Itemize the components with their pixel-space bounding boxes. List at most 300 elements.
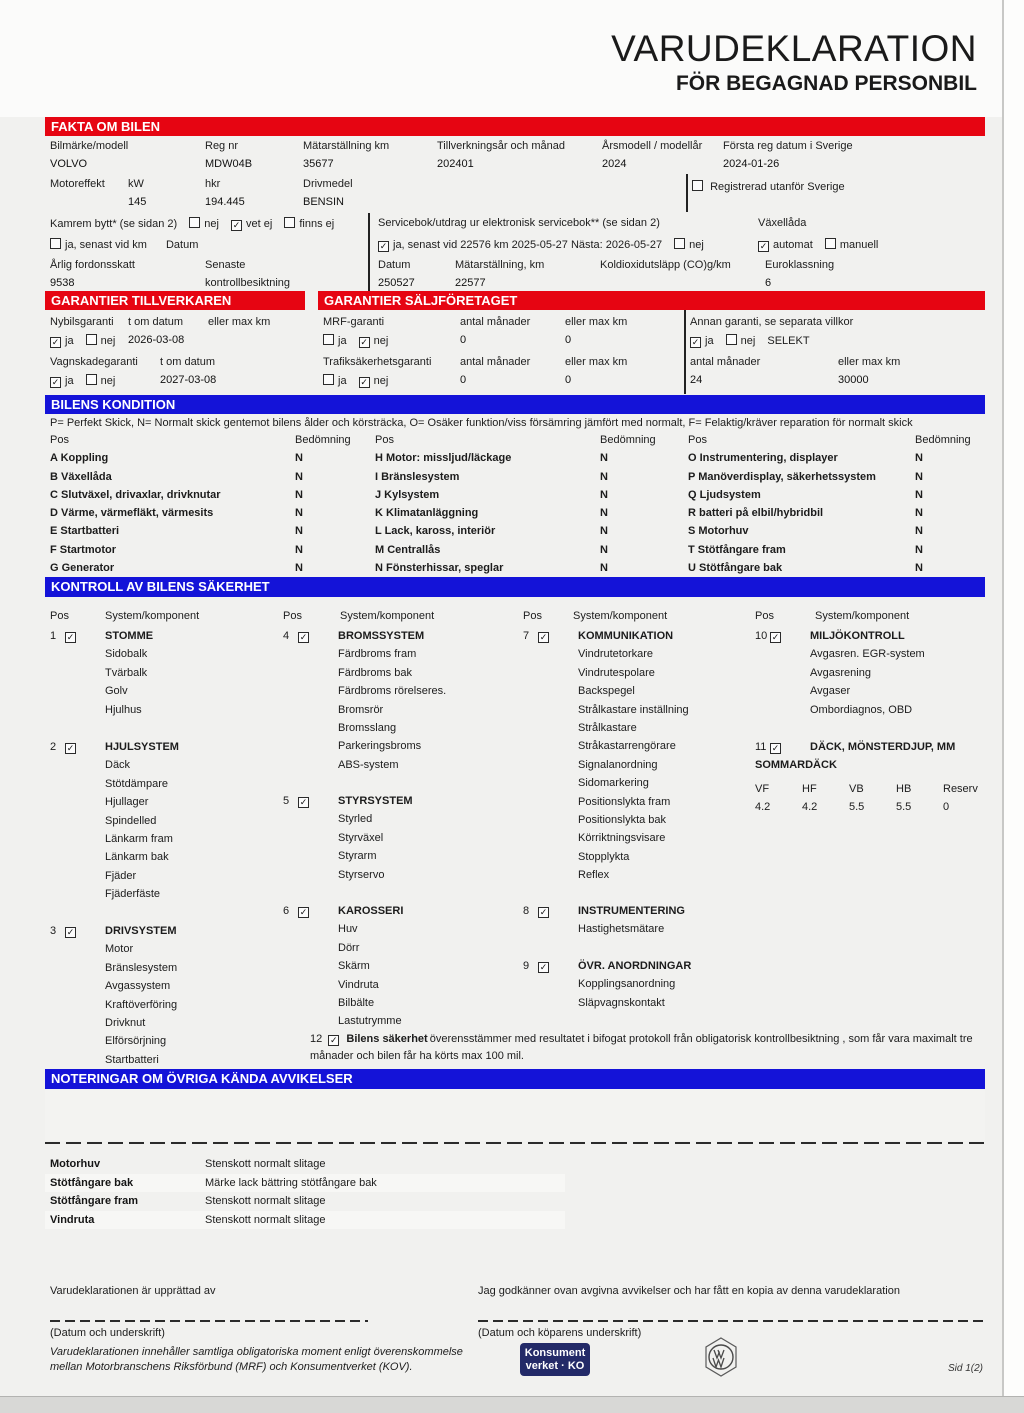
safety-group-miljokontroll (755, 627, 925, 719)
scan-edge-right (1002, 0, 1024, 1413)
firstreg-value: 2024-01-26 (723, 158, 780, 170)
safety-item: Huv (338, 923, 358, 936)
nybils-nej-label: nej (100, 335, 116, 347)
servicebok-ja-checkbox[interactable]: ✓ (379, 241, 388, 251)
annan-nej-checkbox[interactable] (726, 334, 737, 345)
safety-item: Vindrutespolare (578, 666, 655, 679)
eller-max-km-label: eller max km (208, 316, 271, 328)
kondition-label: A Koppling (50, 452, 109, 465)
kondition-legend: P= Perfekt Skick, N= Normalt skick gentemot bilens ålder och körsträcka, O= Osäker funktion/viss försämring jämfört med normalt, F= Felaktig/kräver reparation för normalt skick (50, 417, 913, 429)
group-number: 6 (283, 905, 290, 917)
group-number: 2 (50, 741, 57, 753)
group-checkbox[interactable]: ✓ (66, 632, 75, 642)
group-checkbox[interactable]: ✓ (771, 743, 780, 753)
made-value: 202401 (437, 158, 474, 170)
modelyear-label: Årsmodell / modellår (602, 140, 703, 152)
group-checkbox[interactable]: ✓ (66, 927, 75, 937)
kondition-rating: N (600, 488, 608, 501)
avvikelse-row (45, 1192, 565, 1211)
item12-number: 12 (310, 1033, 323, 1045)
safety-group-dack (755, 738, 990, 817)
kondition-rating: N (600, 543, 608, 556)
vagnskade-ja-checkbox[interactable]: ✓ (51, 377, 60, 387)
group-checkbox[interactable]: ✓ (539, 907, 548, 917)
vw-emblem-icon (701, 1336, 741, 1383)
prepared-by-label: Varudeklarationen är upprättad av (50, 1285, 216, 1297)
signature-caption-buyer: (Datum och köparens underskrift) (478, 1327, 642, 1339)
safety-item: Strålkastare (578, 722, 637, 735)
page-number: Sid 1(2) (948, 1363, 984, 1374)
tyre-depth: 4.2 (755, 801, 771, 814)
kondition-label: L Lack, kaross, interiör (375, 525, 496, 538)
servicebok-nej-label: nej (689, 239, 704, 251)
section-header-noteringar: NOTERINGAR OM ÖVRIGA KÄNDA AVVIKELSER (45, 1069, 985, 1089)
kamrem-ja-checkbox[interactable] (50, 238, 61, 249)
pos-header: Pos (283, 610, 302, 622)
safety-item: Ombordiagnos, OBD (810, 703, 913, 716)
group-number: 11 (755, 741, 767, 753)
safety-item: Däck (105, 759, 131, 772)
avvikelse-part: Stötfångare bak (50, 1176, 134, 1189)
avvikelse-note: Stenskott normalt slitage (205, 1213, 326, 1226)
tyre-depth: 5.5 (849, 801, 865, 814)
mrf-ja-label: ja (338, 335, 347, 347)
vagnskade-datum-value: 2027-03-08 (160, 374, 217, 386)
kondition-rating: N (915, 507, 923, 520)
kondition-rating: N (915, 452, 923, 465)
group-title: BROMSSYSTEM (338, 630, 425, 642)
avvikelse-note: Märke lack bättring stötfångare bak (205, 1176, 377, 1189)
kondition-label: S Motorhuv (688, 525, 749, 538)
kondition-rating: N (295, 562, 303, 575)
safety-item: Spindelled (105, 814, 157, 827)
safety-group-bromssystem (283, 627, 446, 774)
group-checkbox[interactable]: ✓ (771, 632, 780, 642)
pos-header: Pos (50, 610, 69, 622)
kondition-rating: N (600, 562, 608, 575)
section-header-garanti-tillverkaren: GARANTIER TILLVERKAREN (45, 291, 305, 310)
fuel-label: Drivmedel (303, 178, 353, 190)
safety-item: Hastighetsmätare (578, 923, 665, 936)
safety-item: Lastutrymme (338, 1015, 402, 1028)
kondition-rating: N (915, 488, 923, 501)
eller-max-km-label-3: eller max km (838, 356, 901, 368)
group-checkbox[interactable]: ✓ (66, 743, 75, 753)
legal-text-line-1: Varudeklarationen innehåller samtliga obligatoriska moment enligt överenskommelse (50, 1346, 463, 1358)
vagnskadegaranti-label: Vagnskadegaranti (50, 356, 138, 368)
bedomning-header: Bedömning (915, 434, 971, 446)
tom-datum-label-2: t om datum (160, 356, 216, 368)
euro-label: Euroklassning (765, 259, 835, 271)
safety-group-stomme (50, 627, 154, 719)
safety-item: Golv (105, 685, 128, 698)
co2-label: Koldioxidutsläpp (CO)g/km (600, 259, 731, 271)
safety-item: Kraftöverföring (105, 998, 178, 1011)
tax-label: Årlig fordonsskatt (50, 259, 135, 271)
safety-item: Vindrutetorkare (578, 648, 654, 661)
group-checkbox[interactable]: ✓ (299, 797, 308, 807)
kondition-label: P Manöverdisplay, säkerhetssystem (688, 470, 876, 483)
section-header-garanti-saljforetaget: GARANTIER SÄLJFÖRETAGET (318, 291, 985, 310)
safety-item: Strålkastare inställning (578, 703, 689, 716)
odometer-label: Mätarställning km (303, 140, 390, 152)
manuell-label: manuell (839, 239, 879, 251)
eller-max-km-label-2: eller max km (565, 356, 628, 368)
antal-manader-label-3: antal månader (690, 356, 761, 368)
group-number: 5 (283, 795, 290, 807)
matarstallning2-label: Mätarställning, km (455, 259, 545, 271)
bedomning-header: Bedömning (600, 434, 656, 446)
tax-value: 9538 (50, 277, 75, 289)
safety-item: Körriktningsvisare (578, 832, 666, 845)
servicebok-ja-label: ja, senast vid 22576 km 2025-05-27 Nästa: 2026-05-27 (393, 239, 663, 251)
mrf-nej-checkbox[interactable]: ✓ (360, 337, 368, 347)
trafik-checkbox-row (323, 374, 388, 388)
kondition-label: M Centrallås (375, 543, 441, 556)
item12-text: överensstämmer med resultatet i bifogat protokoll från obligatorisk kontrollbesiktning , som får vara maximalt tre månader och bilen får ha körts max 100 mil. (310, 1033, 973, 1062)
group-title: KAROSSERI (338, 905, 404, 917)
registered-abroad-checkbox[interactable] (692, 180, 703, 191)
kamrem-vetej-checkbox[interactable]: ✓ (232, 220, 241, 230)
kamrem-finnsej-checkbox[interactable] (284, 217, 295, 228)
safety-item: Färdbroms fram (338, 648, 417, 661)
hkr-label: hkr (205, 178, 221, 190)
odometer-value: 35677 (303, 158, 334, 170)
avvikelse-part: Motorhuv (50, 1158, 101, 1170)
safety-item: Släpvagnskontakt (578, 996, 665, 1009)
safety-item: Elförsörjning (105, 1035, 167, 1048)
tyre-col: Reserv (943, 782, 978, 795)
system-header: System/komponent (105, 610, 200, 622)
nybilsgaranti-checkbox-row (50, 334, 115, 348)
eller-max-km-label-1: eller max km (565, 316, 628, 328)
scan-edge-bottom (0, 1396, 1024, 1413)
servicebok-nej-checkbox[interactable] (674, 238, 685, 249)
fuel-value: BENSIN (303, 196, 344, 208)
safety-item: Bilbälte (338, 997, 375, 1010)
safety-item: Parkeringsbroms (338, 740, 422, 753)
avvikelse-part: Stötfångare fram (50, 1195, 139, 1208)
section-header-fakta: FAKTA OM BILEN (45, 117, 985, 136)
safety-item: Avgasren. EGR-system (810, 648, 925, 661)
mrf-ja-checkbox[interactable] (323, 334, 334, 345)
safety-item: Kopplingsanordning (578, 978, 676, 991)
safety-item: Avgassystem (105, 980, 171, 993)
safety-item: Bränslesystem (105, 961, 178, 974)
mrf-checkbox-row (323, 334, 388, 348)
group-title: DRIVSYSTEM (105, 925, 177, 937)
nybils-ja-checkbox[interactable]: ✓ (51, 337, 60, 347)
kondition-label: T Stötfångare fram (688, 543, 786, 556)
nybils-nej-checkbox[interactable] (86, 334, 97, 345)
group-title: KOMMUNIKATION (578, 630, 674, 642)
safety-item: Bromsslang (338, 722, 397, 735)
safety-item: Styrled (338, 813, 373, 826)
antal-manader-label-1: antal månader (460, 316, 531, 328)
kamrem-nej-checkbox[interactable] (189, 217, 200, 228)
avvikelse-row (45, 1174, 565, 1193)
safety-item: Startbatteri (105, 1053, 159, 1066)
kondition-rating: N (295, 543, 303, 556)
safety-item: Länkarm bak (105, 851, 169, 864)
servicebok-ja-row (378, 238, 704, 252)
safety-item: Stråkastarrengörare (578, 740, 676, 753)
safety-item: Positionslykta fram (578, 795, 671, 808)
datum2-value: 250527 (378, 277, 415, 289)
kondition-label: B Växellåda (50, 470, 112, 483)
avvikelse-row (45, 1211, 565, 1230)
safety-item: Vindruta (338, 978, 379, 991)
kondition-label: J Kylsystem (375, 488, 440, 501)
kondition-rating: N (915, 470, 923, 483)
group-checkbox[interactable]: ✓ (539, 632, 548, 642)
safety-group-instrumentering (523, 902, 685, 939)
kondition-label: N Fönsterhissar, speglar (375, 562, 504, 575)
safety-item: Avgaser (810, 685, 851, 698)
system-header: System/komponent (815, 610, 910, 622)
safety-item: Skärm (338, 960, 370, 973)
vaxellada-row (758, 238, 878, 252)
pos-header: Pos (755, 610, 774, 622)
safety-group-ovr-anordningar (523, 957, 692, 1012)
legal-text-line-2: mellan Motorbranschens Riksförbund (MRF) och Konsumentverket (KOV). (50, 1361, 413, 1373)
kamrem-ja-row (50, 238, 198, 251)
tyre-value-row (755, 798, 990, 816)
kondition-label: U Stötfångare bak (688, 562, 783, 575)
kondition-label: F Startmotor (50, 543, 116, 556)
safety-item: Motor (105, 943, 134, 956)
kondition-label: H Motor: missljud/läckage (375, 452, 512, 465)
tyre-depth: 0 (943, 801, 950, 814)
group-checkbox[interactable]: ✓ (299, 632, 308, 642)
safety-item: Dörr (338, 941, 360, 954)
safety-item: Backspegel (578, 685, 635, 698)
tyre-col: VB (849, 782, 864, 795)
trafik-ja-checkbox[interactable] (323, 374, 334, 385)
safety-group-hjulsystem (50, 738, 179, 904)
modelyear-value: 2024 (602, 158, 627, 170)
section-header-kondition: BILENS KONDITION (45, 395, 985, 414)
safety-item: Positionslykta bak (578, 814, 667, 827)
kondition-rating: N (600, 507, 608, 520)
signature-line-seller (50, 1320, 368, 1322)
safety-group-kommunikation (523, 627, 689, 885)
tyre-col: HB (896, 782, 912, 795)
automat-label: automat (773, 239, 813, 251)
group-title: STOMME (105, 630, 154, 642)
safety-item: Färdbroms bak (338, 666, 412, 679)
kondition-col-1 (50, 431, 351, 577)
safety-item: ABS-system (338, 758, 399, 771)
matarstallning2-value: 22577 (455, 277, 486, 289)
kw-label: kW (128, 178, 144, 190)
document-title: VARUDEKLARATION (611, 28, 977, 69)
safety-item: Styrväxel (338, 831, 384, 844)
item12-bold: Bilens säkerhet (346, 1033, 428, 1045)
group-number: 9 (523, 960, 530, 972)
group-title: HJULSYSTEM (105, 741, 179, 753)
kamrem-label: Kamrem bytt* (se sidan 2) (50, 218, 178, 230)
tyre-subtitle: SOMMARDÄCK (755, 759, 837, 772)
trafik-nej-checkbox[interactable]: ✓ (360, 377, 368, 387)
tyre-depth: 4.2 (802, 801, 818, 814)
kondition-label: K Klimatanläggning (375, 507, 479, 520)
section-header-sakerhet: KONTROLL AV BILENS SÄKERHET (45, 577, 985, 597)
euro-value: 6 (765, 277, 772, 289)
approve-label: Jag godkänner ovan avgivna avvikelser och har fått en kopia av denna varudeklaration (478, 1285, 900, 1297)
divider-dashed (45, 1142, 985, 1144)
kondition-label: D Värme, värmefläkt, värmesits (50, 507, 214, 520)
safety-item: Sidomarkering (578, 777, 649, 790)
safety-item: Bromsrör (338, 703, 384, 716)
group-number: 1 (50, 630, 57, 642)
kondition-label: G Generator (50, 562, 115, 575)
safety-item: Fjäderfäste (105, 888, 161, 901)
kondition-rating: N (295, 525, 303, 538)
group-number: 7 (523, 630, 530, 642)
signature-line-buyer (478, 1320, 985, 1322)
tyre-col: HF (802, 782, 817, 795)
safety-item: Hjullager (105, 796, 149, 809)
avvikelse-note: Stenskott normalt slitage (205, 1195, 326, 1208)
safety-item: Stötdämpare (105, 777, 168, 790)
regnr-value: MDW04B (205, 158, 253, 170)
mrf-manader-value: 0 (460, 334, 467, 346)
group-checkbox[interactable]: ✓ (299, 907, 308, 917)
pos-header: Pos (375, 434, 394, 446)
automat-checkbox[interactable]: ✓ (759, 241, 768, 251)
group-number: 3 (50, 925, 57, 937)
vagnskade-nej-checkbox[interactable] (86, 374, 97, 385)
group-title: STYRSYSTEM (338, 795, 413, 807)
annan-ja-checkbox[interactable]: ✓ (691, 337, 700, 347)
firstreg-label: Första reg datum i Sverige (723, 140, 853, 152)
document-subtitle: FÖR BEGAGNAD PERSONBIL (675, 72, 977, 95)
kondition-label: I Bränslesystem (375, 470, 460, 483)
safety-group-karosseri (283, 902, 402, 1031)
senaste-label: Senaste (205, 259, 246, 271)
kondition-label: C Slutväxel, drivaxlar, drivknutar (50, 488, 221, 501)
nybilsgaranti-label: Nybilsgaranti (50, 316, 114, 328)
safety-item: Stopplykta (578, 850, 630, 863)
safety-item: Styrarm (338, 850, 377, 863)
group-number: 10 (755, 630, 768, 642)
kontrollbesiktning-label: kontrollbesiktning (205, 277, 290, 289)
trafik-km-value: 0 (565, 374, 572, 386)
signature-caption-seller: (Datum och underskrift) (50, 1327, 165, 1339)
kondition-col-3 (688, 431, 971, 577)
registered-abroad-row (692, 180, 845, 193)
kamrem-nej-label: nej (204, 218, 219, 230)
servicebok-label: Servicebok/utdrag ur elektronisk servicebok** (se sidan 2) (378, 217, 660, 229)
kondition-label: R batteri på elbil/hybridbil (688, 507, 824, 520)
brand-label: Bilmärke/modell (50, 140, 129, 152)
group-checkbox[interactable]: ✓ (539, 962, 548, 972)
system-header: System/komponent (573, 610, 668, 622)
trafik-garanti-label: Trafiksäkerhetsgaranti (323, 356, 432, 368)
bedomning-header: Bedömning (295, 434, 351, 446)
safety-item: Drivknut (105, 1017, 146, 1030)
annan-checkbox-row (690, 334, 810, 348)
konsumentverket-logo (520, 1343, 590, 1376)
nybils-ja-label: ja (65, 335, 74, 347)
safety-item: Avgasrening (810, 666, 871, 679)
annan-ja-label: ja (705, 335, 714, 347)
group-number: 4 (283, 630, 290, 642)
vaxellada-label: Växellåda (758, 217, 807, 229)
kondition-label: Q Ljudsystem (688, 488, 761, 501)
divider (368, 213, 370, 291)
pos-header: Pos (688, 434, 707, 446)
kw-value: 145 (128, 196, 147, 208)
registered-abroad-label: Registrerad utanför Sverige (710, 181, 845, 193)
system-header: System/komponent (340, 610, 435, 622)
safety-item: Tvärbalk (105, 666, 148, 679)
kamrem-row (50, 217, 334, 231)
safety-item: Signalanordning (578, 758, 658, 771)
group-title: MILJÖKONTROLL (810, 630, 905, 642)
tyre-header-row (755, 780, 990, 798)
annan-km-value: 30000 (838, 374, 869, 386)
nybils-datum-value: 2026-03-08 (128, 334, 185, 346)
pos-header: Pos (523, 610, 542, 622)
safety-item: Fjäder (105, 869, 137, 882)
tyre-col: VF (755, 782, 770, 795)
kondition-rating: N (295, 470, 303, 483)
vagnskade-nej-label: nej (100, 375, 116, 387)
safety-item: Reflex (578, 869, 610, 882)
avvikelse-row (45, 1155, 565, 1174)
brand-value: VOLVO (50, 158, 88, 170)
annan-namn-value: SELEKT (767, 335, 810, 347)
kamrem-vetej-label: vet ej (245, 218, 273, 230)
datum2-label: Datum (378, 259, 411, 271)
regnr-label: Reg nr (205, 140, 239, 152)
kondition-rating: N (295, 507, 303, 520)
trafik-ja-label: ja (338, 375, 347, 387)
group-title: ÖVR. ANORDNINGAR (578, 960, 692, 972)
kondition-label: O Instrumentering, displayer (688, 452, 838, 465)
kondition-rating: N (915, 525, 923, 538)
annan-garanti-label: Annan garanti, se separata villkor (690, 316, 854, 328)
safety-group-drivsystem (50, 922, 177, 1069)
divider (684, 310, 686, 394)
kondition-rating: N (915, 562, 923, 575)
safety-item: Sidobalk (105, 648, 148, 661)
mrf-km-value: 0 (565, 334, 572, 346)
kamrem-finnsej-label: finns ej (299, 218, 335, 230)
safety-item-12 (310, 1031, 988, 1064)
safety-item: Länkarm fram (105, 833, 173, 846)
vagnskade-ja-label: ja (65, 375, 74, 387)
manuell-checkbox[interactable] (825, 238, 836, 249)
avvikelse-part: Vindruta (50, 1213, 95, 1226)
mrf-nej-label: nej (373, 335, 389, 347)
tom-datum-label: t om datum (128, 316, 184, 328)
item12-checkbox[interactable]: ✓ (330, 1035, 338, 1045)
trafik-nej-label: nej (373, 375, 389, 387)
annan-nej-label: nej (740, 335, 756, 347)
kondition-rating: N (295, 488, 303, 501)
power-label: Motoreffekt (50, 178, 105, 190)
made-label: Tillverkningsår och månad (437, 140, 565, 152)
trafik-manader-value: 0 (460, 374, 467, 386)
kondition-rating: N (600, 470, 608, 483)
kamrem-ja-label: ja, senast vid km (65, 239, 147, 251)
vagnskade-checkbox-row (50, 374, 115, 388)
divider (686, 174, 688, 212)
kondition-rating: N (295, 452, 303, 465)
